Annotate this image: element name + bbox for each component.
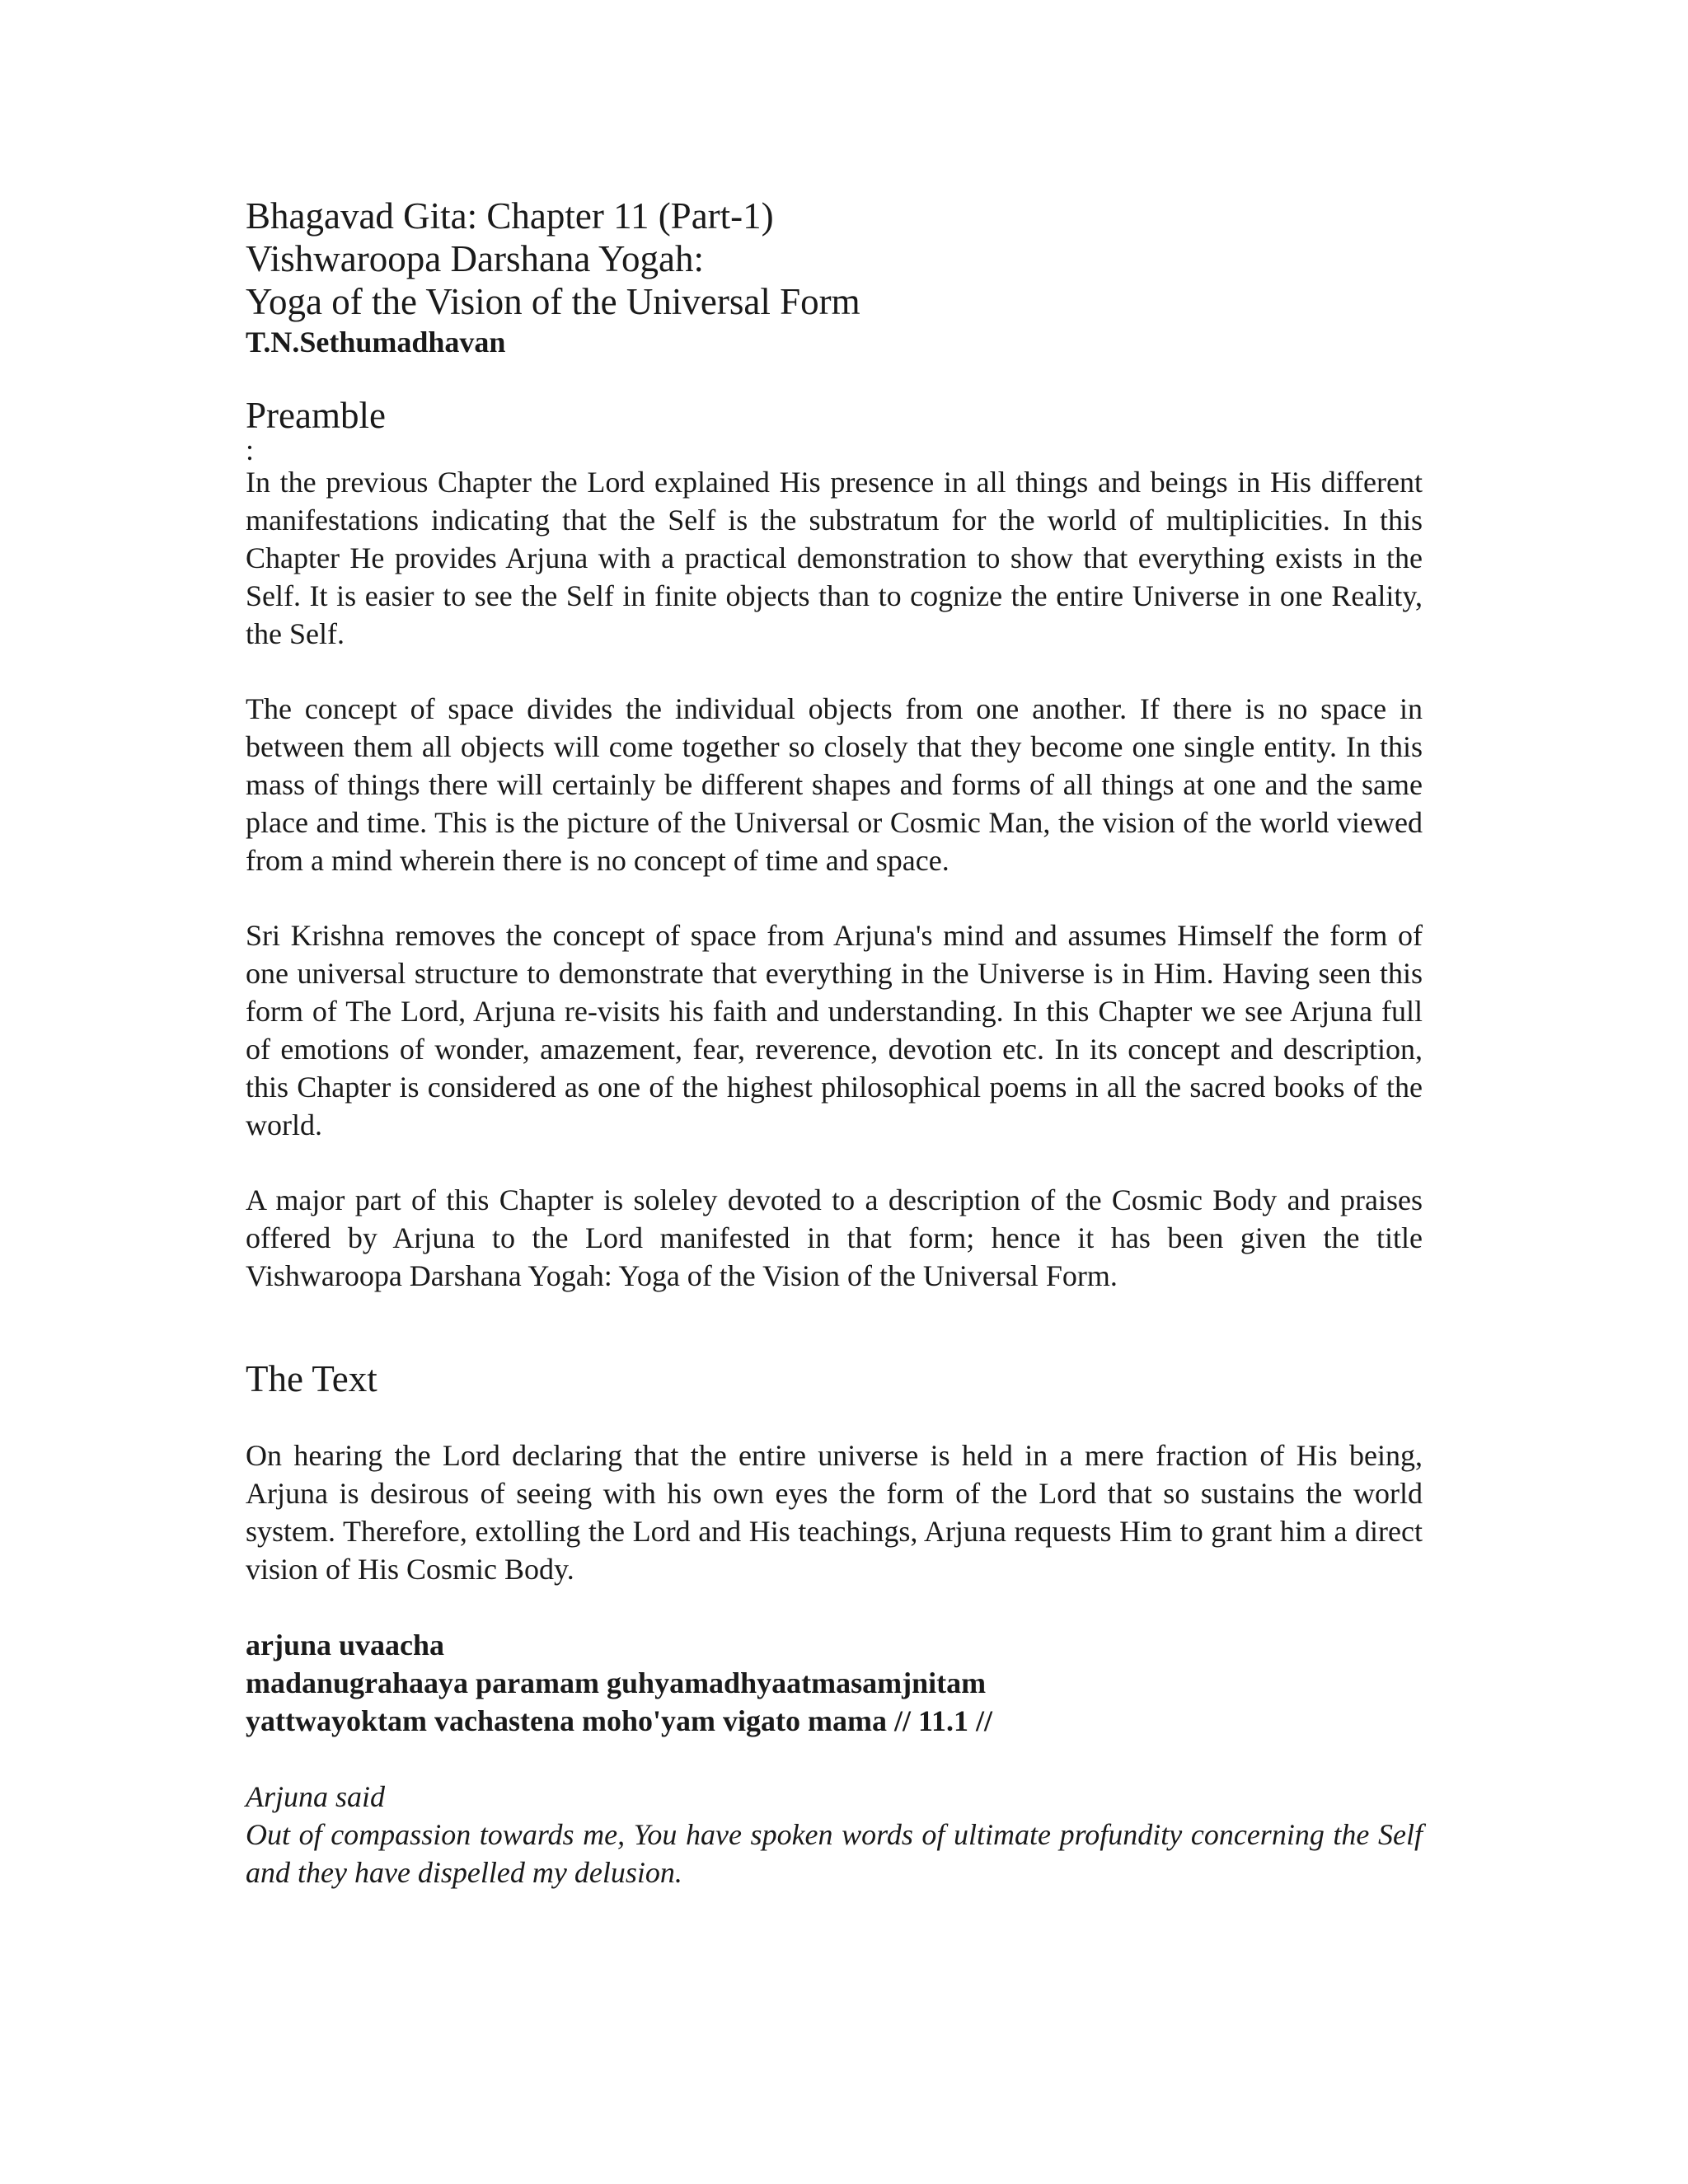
title-line-1: Bhagavad Gita: Chapter 11 (Part-1)	[246, 195, 774, 237]
title-line-3: Yoga of the Vision of the Universal Form	[246, 281, 860, 322]
preamble-paragraph-4: A major part of this Chapter is soleley devoted to a description of the Cosmic Body and praises offered by Arjuna to the Lord manifested in that form; hence it has been given the title Vishwaroopa Darshana Yogah: Yoga of the Vision of the Universal Form.	[246, 1183, 1423, 1292]
preamble-paragraph-1: In the previous Chapter the Lord explained His presence in all things and beings in His different manifestations indicating that the Self is the substratum for the world of multiplicities. In this Chapter He provides Arjuna with a practical demonstration to show that everything exists in the Self. It is easier to see the Self in finite objects than to cognize the entire Universe in one Reality, the Self.	[246, 466, 1423, 650]
verse-line-1: arjuna uvaacha	[246, 1629, 445, 1661]
preamble-paragraph-3: Sri Krishna removes the concept of space from Arjuna's mind and assumes Himself the form of one universal structure to demonstrate that everything in the Universe is in Him. Having seen this form of The Lord, Arjuna re-visits his faith and understanding. In this Chapter we see Arjuna full of emotions of wonder, amazement, fear, reverence, devotion etc. In its concept and description, this Chapter is considered as one of the highest philosophical poems in all the sacred books of the world.	[246, 919, 1423, 1141]
title-line-2: Vishwaroopa Darshana Yogah:	[246, 238, 704, 279]
translation-label: Arjuna said	[246, 1780, 386, 1813]
preamble-section	[246, 394, 1423, 1295]
text-intro-paragraph: On hearing the Lord declaring that the entire universe is held in a mere fraction of His being, Arjuna is desirous of seeing with his own eyes the form of the Lord that so sustains the world system. Therefore, extolling the Lord and His teachings, Arjuna requests Him to grant him a direct vision of His Cosmic Body.	[246, 1439, 1423, 1586]
text-section	[246, 1357, 1423, 1891]
verse-line-2: madanugrahaaya paramam guhyamadhyaatmasamjnitam	[246, 1666, 987, 1699]
document-header	[246, 194, 1423, 361]
translation-block	[246, 1778, 1423, 1891]
preamble-paragraph-2: The concept of space divides the individual objects from one another. If there is no space in between them all objects will come together so closely that they become one single entity. In this mass of things there will certainly be different shapes and forms of all things at one and the same place and time. This is the picture of the Universal or Cosmic Man, the vision of the world viewed from a mind wherein there is no concept of time and space.	[246, 692, 1423, 877]
preamble-heading: Preamble	[246, 395, 386, 436]
document-page	[246, 194, 1423, 1891]
preamble-colon: :	[246, 434, 255, 466]
verse-line-3: yattwayoktam vachastena moho'yam vigato mama // 11.1 //	[246, 1704, 992, 1737]
author-name: T.N.Sethumadhavan	[246, 326, 506, 359]
text-heading: The Text	[246, 1358, 377, 1399]
translation-text: Out of compassion towards me, You have spoken words of ultimate profundity concerning the Self and they have dispelled my delusion.	[246, 1818, 1423, 1889]
verse-block	[246, 1626, 1423, 1740]
